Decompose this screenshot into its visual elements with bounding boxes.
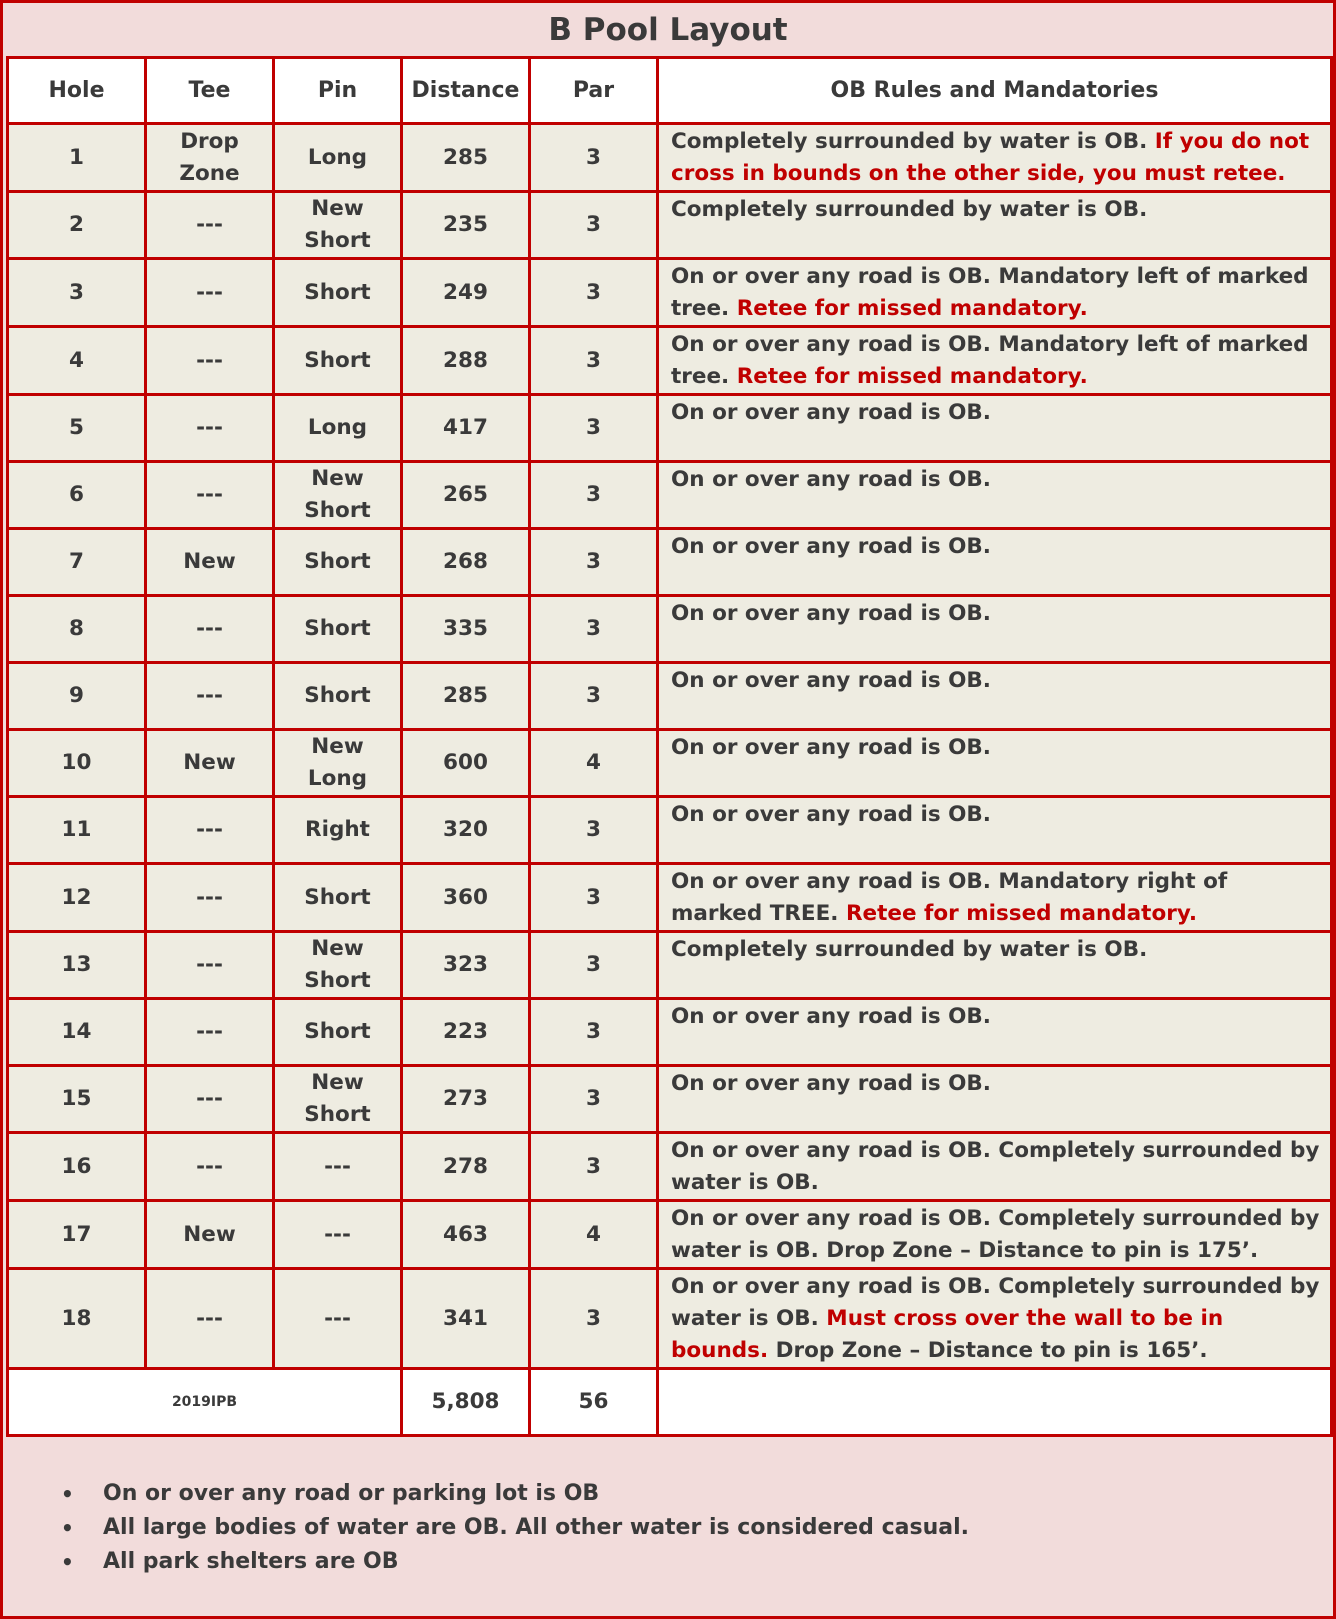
par-cell bbox=[530, 1066, 658, 1133]
rules-cell bbox=[658, 1269, 1332, 1369]
pin-cell-text: Short bbox=[304, 968, 371, 993]
par-cell bbox=[530, 797, 658, 864]
tee-cell bbox=[146, 999, 274, 1066]
hole-number bbox=[8, 1133, 146, 1201]
pin-cell bbox=[274, 529, 402, 596]
par-cell-text: 3 bbox=[586, 1153, 601, 1179]
tee-cell bbox=[146, 462, 274, 529]
par-cell bbox=[530, 327, 658, 395]
rule-highlight-text: Retee for missed mandatory. bbox=[736, 364, 1088, 389]
table-row bbox=[8, 124, 1332, 192]
hole-number bbox=[8, 932, 146, 999]
totals-row bbox=[8, 1369, 1332, 1436]
pin-cell-text: Right bbox=[305, 817, 370, 842]
distance-cell bbox=[402, 529, 530, 596]
distance-cell-text: 265 bbox=[443, 482, 488, 507]
tee-cell-text: New bbox=[183, 750, 236, 775]
pin-cell-text: Short bbox=[304, 279, 371, 305]
distance-cell bbox=[402, 259, 530, 327]
rules-cell bbox=[658, 596, 1332, 663]
header-distance: Distance bbox=[402, 58, 530, 124]
pin-cell-text: --- bbox=[324, 1221, 351, 1247]
pin-cell bbox=[274, 730, 402, 797]
hole-number-text: 2 bbox=[69, 212, 84, 237]
hole-number-text: 17 bbox=[61, 1221, 92, 1247]
list-item bbox=[3, 1477, 1333, 1511]
par-cell-text: 3 bbox=[586, 1086, 601, 1111]
distance-cell bbox=[402, 1066, 530, 1133]
pin-cell bbox=[274, 1201, 402, 1269]
distance-cell-text: 285 bbox=[443, 144, 488, 170]
pin-cell-text: Short bbox=[304, 228, 371, 253]
table-row bbox=[8, 596, 1332, 663]
hole-number bbox=[8, 864, 146, 932]
pin-cell-text: New bbox=[311, 1070, 364, 1095]
tee-cell-text: New bbox=[183, 549, 236, 574]
pin-cell-text: Short bbox=[304, 1102, 371, 1127]
hole-number bbox=[8, 327, 146, 395]
hole-number-text: 3 bbox=[69, 279, 84, 305]
hole-number-text: 6 bbox=[69, 482, 84, 507]
pin-cell bbox=[274, 864, 402, 932]
tee-cell-text: --- bbox=[196, 1019, 223, 1044]
tee-cell bbox=[146, 1201, 274, 1269]
list-item bbox=[3, 1511, 1333, 1545]
rule-highlight-text: If you do not cross in bounds on the other side, you must retee. bbox=[671, 129, 1310, 186]
par-cell-text: 4 bbox=[586, 1221, 601, 1247]
rules-cell bbox=[658, 730, 1332, 797]
distance-cell-text: 320 bbox=[443, 817, 488, 842]
hole-number bbox=[8, 395, 146, 462]
rules-cell bbox=[658, 124, 1332, 192]
tee-cell-text: --- bbox=[196, 212, 223, 237]
tee-cell bbox=[146, 864, 274, 932]
distance-cell-text: 278 bbox=[443, 1153, 488, 1179]
hole-number-text: 7 bbox=[69, 549, 84, 574]
tee-cell-text: --- bbox=[196, 482, 223, 507]
pin-cell bbox=[274, 327, 402, 395]
par-cell bbox=[530, 663, 658, 730]
hole-number bbox=[8, 730, 146, 797]
tee-cell bbox=[146, 663, 274, 730]
rules-cell bbox=[658, 663, 1332, 730]
rules-cell bbox=[658, 864, 1332, 932]
tee-cell-text: Zone bbox=[179, 160, 240, 186]
table-row bbox=[8, 730, 1332, 797]
distance-cell bbox=[402, 1201, 530, 1269]
layout-table bbox=[6, 56, 1333, 1437]
pin-cell-text: Short bbox=[304, 616, 371, 641]
distance-cell-text: 285 bbox=[443, 683, 488, 708]
table-row bbox=[8, 327, 1332, 395]
distance-cell-text: 360 bbox=[443, 884, 488, 910]
hole-number-text: 12 bbox=[61, 884, 92, 910]
header-rules: OB Rules and Mandatories bbox=[658, 58, 1332, 124]
rule-text: On or over any road is OB. bbox=[671, 467, 991, 492]
hole-number-text: 4 bbox=[69, 347, 84, 373]
hole-number bbox=[8, 1269, 146, 1369]
tee-cell bbox=[146, 932, 274, 999]
distance-cell-text: 273 bbox=[443, 1086, 488, 1111]
par-cell bbox=[530, 1269, 658, 1369]
hole-number bbox=[8, 1201, 146, 1269]
par-cell-text: 3 bbox=[586, 212, 601, 237]
note-text: All large bodies of water are OB. All other water is considered casual. bbox=[103, 1515, 969, 1540]
par-cell bbox=[530, 730, 658, 797]
pin-cell-text: New bbox=[311, 936, 364, 961]
tee-cell-text: --- bbox=[196, 683, 223, 708]
pin-cell bbox=[274, 1269, 402, 1369]
hole-number bbox=[8, 663, 146, 730]
rule-highlight-text: Retee for missed mandatory. bbox=[845, 901, 1198, 926]
par-cell bbox=[530, 192, 658, 259]
hole-number bbox=[8, 124, 146, 192]
stamp-label: 2019IPB bbox=[8, 1369, 402, 1436]
distance-cell bbox=[402, 730, 530, 797]
rule-text: On or over any road is OB. bbox=[671, 400, 991, 425]
pin-cell-text: New bbox=[311, 734, 364, 759]
hole-number-text: 1 bbox=[69, 144, 84, 170]
bullet-icon: • bbox=[61, 1482, 74, 1506]
distance-cell-text: 249 bbox=[443, 279, 488, 305]
rule-text: Completely surrounded by water is OB. bbox=[671, 129, 1155, 154]
tee-cell-text: --- bbox=[196, 952, 223, 977]
par-cell bbox=[530, 259, 658, 327]
pin-cell bbox=[274, 124, 402, 192]
rule-text: On or over any road is OB. bbox=[671, 534, 991, 559]
hole-number-text: 16 bbox=[61, 1153, 92, 1179]
bullet-icon: • bbox=[61, 1516, 74, 1540]
header-tee: Tee bbox=[146, 58, 274, 124]
par-cell bbox=[530, 395, 658, 462]
par-cell bbox=[530, 999, 658, 1066]
rule-text: On or over any road is OB. Mandatory left of marked tree. bbox=[671, 332, 1309, 389]
distance-cell bbox=[402, 124, 530, 192]
rules-cell bbox=[658, 932, 1332, 999]
tee-cell bbox=[146, 395, 274, 462]
par-cell-text: 3 bbox=[586, 415, 601, 440]
tee-cell-text: --- bbox=[196, 616, 223, 641]
par-cell-text: 3 bbox=[586, 952, 601, 977]
tee-cell bbox=[146, 596, 274, 663]
tee-cell bbox=[146, 797, 274, 864]
par-cell bbox=[530, 596, 658, 663]
tee-cell-text: --- bbox=[196, 415, 223, 440]
distance-cell bbox=[402, 395, 530, 462]
distance-cell-text: 223 bbox=[443, 1019, 488, 1044]
pin-cell-text: Short bbox=[304, 347, 371, 373]
table-header-row bbox=[8, 58, 1332, 124]
pin-cell bbox=[274, 192, 402, 259]
par-cell-text: 3 bbox=[586, 616, 601, 641]
rule-text: On or over any road is OB. Completely surrounded by water is OB. bbox=[671, 1138, 1320, 1195]
pin-cell bbox=[274, 259, 402, 327]
pin-cell-text: Short bbox=[304, 549, 371, 574]
distance-cell-text: 600 bbox=[443, 750, 488, 775]
tee-cell-text: --- bbox=[196, 347, 223, 373]
hole-number-text: 13 bbox=[61, 952, 92, 977]
pin-cell-text: New bbox=[311, 466, 364, 491]
rules-cell bbox=[658, 192, 1332, 259]
hole-number-text: 15 bbox=[61, 1086, 92, 1111]
par-cell bbox=[530, 462, 658, 529]
tee-cell bbox=[146, 1133, 274, 1201]
par-cell bbox=[530, 529, 658, 596]
tee-cell bbox=[146, 1269, 274, 1369]
rules-cell bbox=[658, 327, 1332, 395]
hole-number-text: 8 bbox=[69, 616, 84, 641]
table-row bbox=[8, 663, 1332, 730]
distance-cell-text: 288 bbox=[443, 347, 488, 373]
rules-cell bbox=[658, 1066, 1332, 1133]
tee-cell-text: --- bbox=[196, 279, 223, 305]
table-row bbox=[8, 192, 1332, 259]
rule-text: On or over any road is OB. Mandatory left of marked tree. bbox=[671, 264, 1309, 321]
distance-cell bbox=[402, 1133, 530, 1201]
general-rules-list bbox=[3, 1477, 1333, 1579]
par-cell-text: 4 bbox=[586, 750, 601, 775]
tee-cell-text: --- bbox=[196, 817, 223, 842]
tee-cell bbox=[146, 259, 274, 327]
hole-number-text: 10 bbox=[61, 750, 92, 775]
rules-cell bbox=[658, 395, 1332, 462]
table-row bbox=[8, 1066, 1332, 1133]
tee-cell bbox=[146, 192, 274, 259]
distance-cell bbox=[402, 192, 530, 259]
hole-number bbox=[8, 529, 146, 596]
par-cell-text: 3 bbox=[586, 549, 601, 574]
distance-cell bbox=[402, 797, 530, 864]
tee-cell-text: --- bbox=[196, 884, 223, 910]
table-row bbox=[8, 797, 1332, 864]
table-row bbox=[8, 529, 1332, 596]
pin-cell-text: Short bbox=[304, 1019, 371, 1044]
rule-highlight-text: Must cross over the wall to be in bounds. bbox=[671, 1306, 1224, 1363]
par-cell bbox=[530, 124, 658, 192]
pin-cell bbox=[274, 999, 402, 1066]
pin-cell bbox=[274, 395, 402, 462]
hole-number-text: 9 bbox=[69, 683, 84, 708]
rules-cell bbox=[658, 259, 1332, 327]
hole-number bbox=[8, 999, 146, 1066]
rule-text: On or over any road is OB. bbox=[671, 802, 991, 827]
table-row bbox=[8, 462, 1332, 529]
page-title: B Pool Layout bbox=[548, 12, 788, 48]
header-pin: Pin bbox=[274, 58, 402, 124]
hole-number bbox=[8, 1066, 146, 1133]
tee-cell bbox=[146, 124, 274, 192]
hole-number bbox=[8, 192, 146, 259]
pin-cell-text: New bbox=[311, 196, 364, 221]
pin-cell-text: Short bbox=[304, 683, 371, 708]
hole-number bbox=[8, 596, 146, 663]
note-text: All park shelters are OB bbox=[103, 1549, 399, 1574]
par-cell-text: 3 bbox=[586, 884, 601, 910]
distance-cell bbox=[402, 462, 530, 529]
table-row bbox=[8, 932, 1332, 999]
rules-cell bbox=[658, 529, 1332, 596]
par-cell-text: 3 bbox=[586, 482, 601, 507]
table-row bbox=[8, 1269, 1332, 1369]
rule-text: On or over any road is OB. Completely surrounded by water is OB. Drop Zone – Distance to pin is 175’. bbox=[671, 1206, 1320, 1263]
hole-number-text: 5 bbox=[69, 415, 84, 440]
rule-highlight-text: Retee for missed mandatory. bbox=[736, 296, 1088, 321]
distance-cell bbox=[402, 1269, 530, 1369]
general-rules bbox=[3, 1477, 1333, 1616]
par-cell-text: 3 bbox=[586, 1019, 601, 1044]
distance-cell-text: 268 bbox=[443, 549, 488, 574]
distance-cell bbox=[402, 327, 530, 395]
tee-cell-text: --- bbox=[196, 1153, 223, 1179]
par-cell bbox=[530, 1201, 658, 1269]
tee-cell bbox=[146, 327, 274, 395]
distance-cell bbox=[402, 999, 530, 1066]
tee-cell-text: New bbox=[183, 1221, 236, 1247]
tee-cell bbox=[146, 529, 274, 596]
rule-text: On or over any road is OB. bbox=[671, 1004, 991, 1029]
table-row bbox=[8, 999, 1332, 1066]
hole-number-text: 18 bbox=[61, 1305, 92, 1331]
tee-cell bbox=[146, 730, 274, 797]
pin-cell-text: Long bbox=[307, 144, 368, 170]
table-row bbox=[8, 864, 1332, 932]
totals-rules-empty bbox=[658, 1369, 1332, 1436]
rules-cell bbox=[658, 797, 1332, 864]
distance-cell-text: 341 bbox=[443, 1305, 488, 1331]
hole-number bbox=[8, 462, 146, 529]
par-cell-text: 3 bbox=[586, 1305, 601, 1331]
pin-cell-text: Long bbox=[307, 766, 368, 791]
note-text: On or over any road or parking lot is OB bbox=[103, 1481, 600, 1506]
pin-cell bbox=[274, 797, 402, 864]
table-row bbox=[8, 1133, 1332, 1201]
hole-number-text: 11 bbox=[61, 817, 92, 842]
rule-text: On or over any road is OB. Completely surrounded by water is OB. bbox=[671, 1274, 1320, 1331]
par-cell-text: 3 bbox=[586, 279, 601, 305]
distance-cell bbox=[402, 596, 530, 663]
list-item bbox=[3, 1545, 1333, 1579]
rule-text: On or over any road is OB. Mandatory right of marked TREE. bbox=[671, 869, 1228, 926]
pin-cell-text: --- bbox=[324, 1153, 351, 1179]
rule-text: On or over any road is OB. bbox=[671, 735, 991, 760]
tee-cell bbox=[146, 1066, 274, 1133]
distance-cell-text: 235 bbox=[443, 212, 488, 237]
total-distance: 5,808 bbox=[402, 1369, 530, 1436]
rule-text: On or over any road is OB. bbox=[671, 668, 991, 693]
distance-cell-text: 463 bbox=[443, 1221, 488, 1247]
pin-cell-text: --- bbox=[324, 1305, 351, 1331]
pin-cell bbox=[274, 1066, 402, 1133]
tee-cell-text: --- bbox=[196, 1305, 223, 1331]
distance-cell-text: 335 bbox=[443, 616, 488, 641]
par-cell-text: 3 bbox=[586, 683, 601, 708]
distance-cell bbox=[402, 663, 530, 730]
header-hole: Hole bbox=[8, 58, 146, 124]
par-cell-text: 3 bbox=[586, 817, 601, 842]
pin-cell bbox=[274, 932, 402, 999]
rule-text: On or over any road is OB. bbox=[671, 1071, 991, 1096]
pin-cell-text: Short bbox=[304, 884, 371, 910]
distance-cell bbox=[402, 932, 530, 999]
hole-number-text: 14 bbox=[61, 1019, 92, 1044]
rule-text: Completely surrounded by water is OB. bbox=[671, 937, 1148, 962]
rules-cell bbox=[658, 462, 1332, 529]
table-row bbox=[8, 395, 1332, 462]
hole-number bbox=[8, 259, 146, 327]
distance-cell-text: 323 bbox=[443, 952, 488, 977]
table-row bbox=[8, 1201, 1332, 1269]
pin-cell bbox=[274, 1133, 402, 1201]
rules-cell bbox=[658, 1201, 1332, 1269]
distance-cell bbox=[402, 864, 530, 932]
total-par: 56 bbox=[530, 1369, 658, 1436]
pin-cell-text: Long bbox=[307, 415, 368, 440]
par-cell-text: 3 bbox=[586, 347, 601, 373]
bullet-icon: • bbox=[61, 1550, 74, 1574]
par-cell bbox=[530, 1133, 658, 1201]
rule-text: Completely surrounded by water is OB. bbox=[671, 197, 1148, 222]
tee-cell-text: Drop bbox=[180, 128, 239, 154]
pin-cell bbox=[274, 663, 402, 730]
tee-cell-text: --- bbox=[196, 1086, 223, 1111]
table-row bbox=[8, 259, 1332, 327]
rules-cell bbox=[658, 999, 1332, 1066]
header-par: Par bbox=[530, 58, 658, 124]
hole-number bbox=[8, 797, 146, 864]
rule-text: Drop Zone – Distance to pin is 165’. bbox=[768, 1338, 1208, 1363]
rule-text: On or over any road is OB. bbox=[671, 601, 991, 626]
distance-cell-text: 417 bbox=[443, 415, 488, 440]
par-cell-text: 3 bbox=[586, 144, 601, 170]
pin-cell-text: Short bbox=[304, 498, 371, 523]
par-cell bbox=[530, 864, 658, 932]
pin-cell bbox=[274, 462, 402, 529]
rules-cell bbox=[658, 1133, 1332, 1201]
pin-cell bbox=[274, 596, 402, 663]
par-cell bbox=[530, 932, 658, 999]
